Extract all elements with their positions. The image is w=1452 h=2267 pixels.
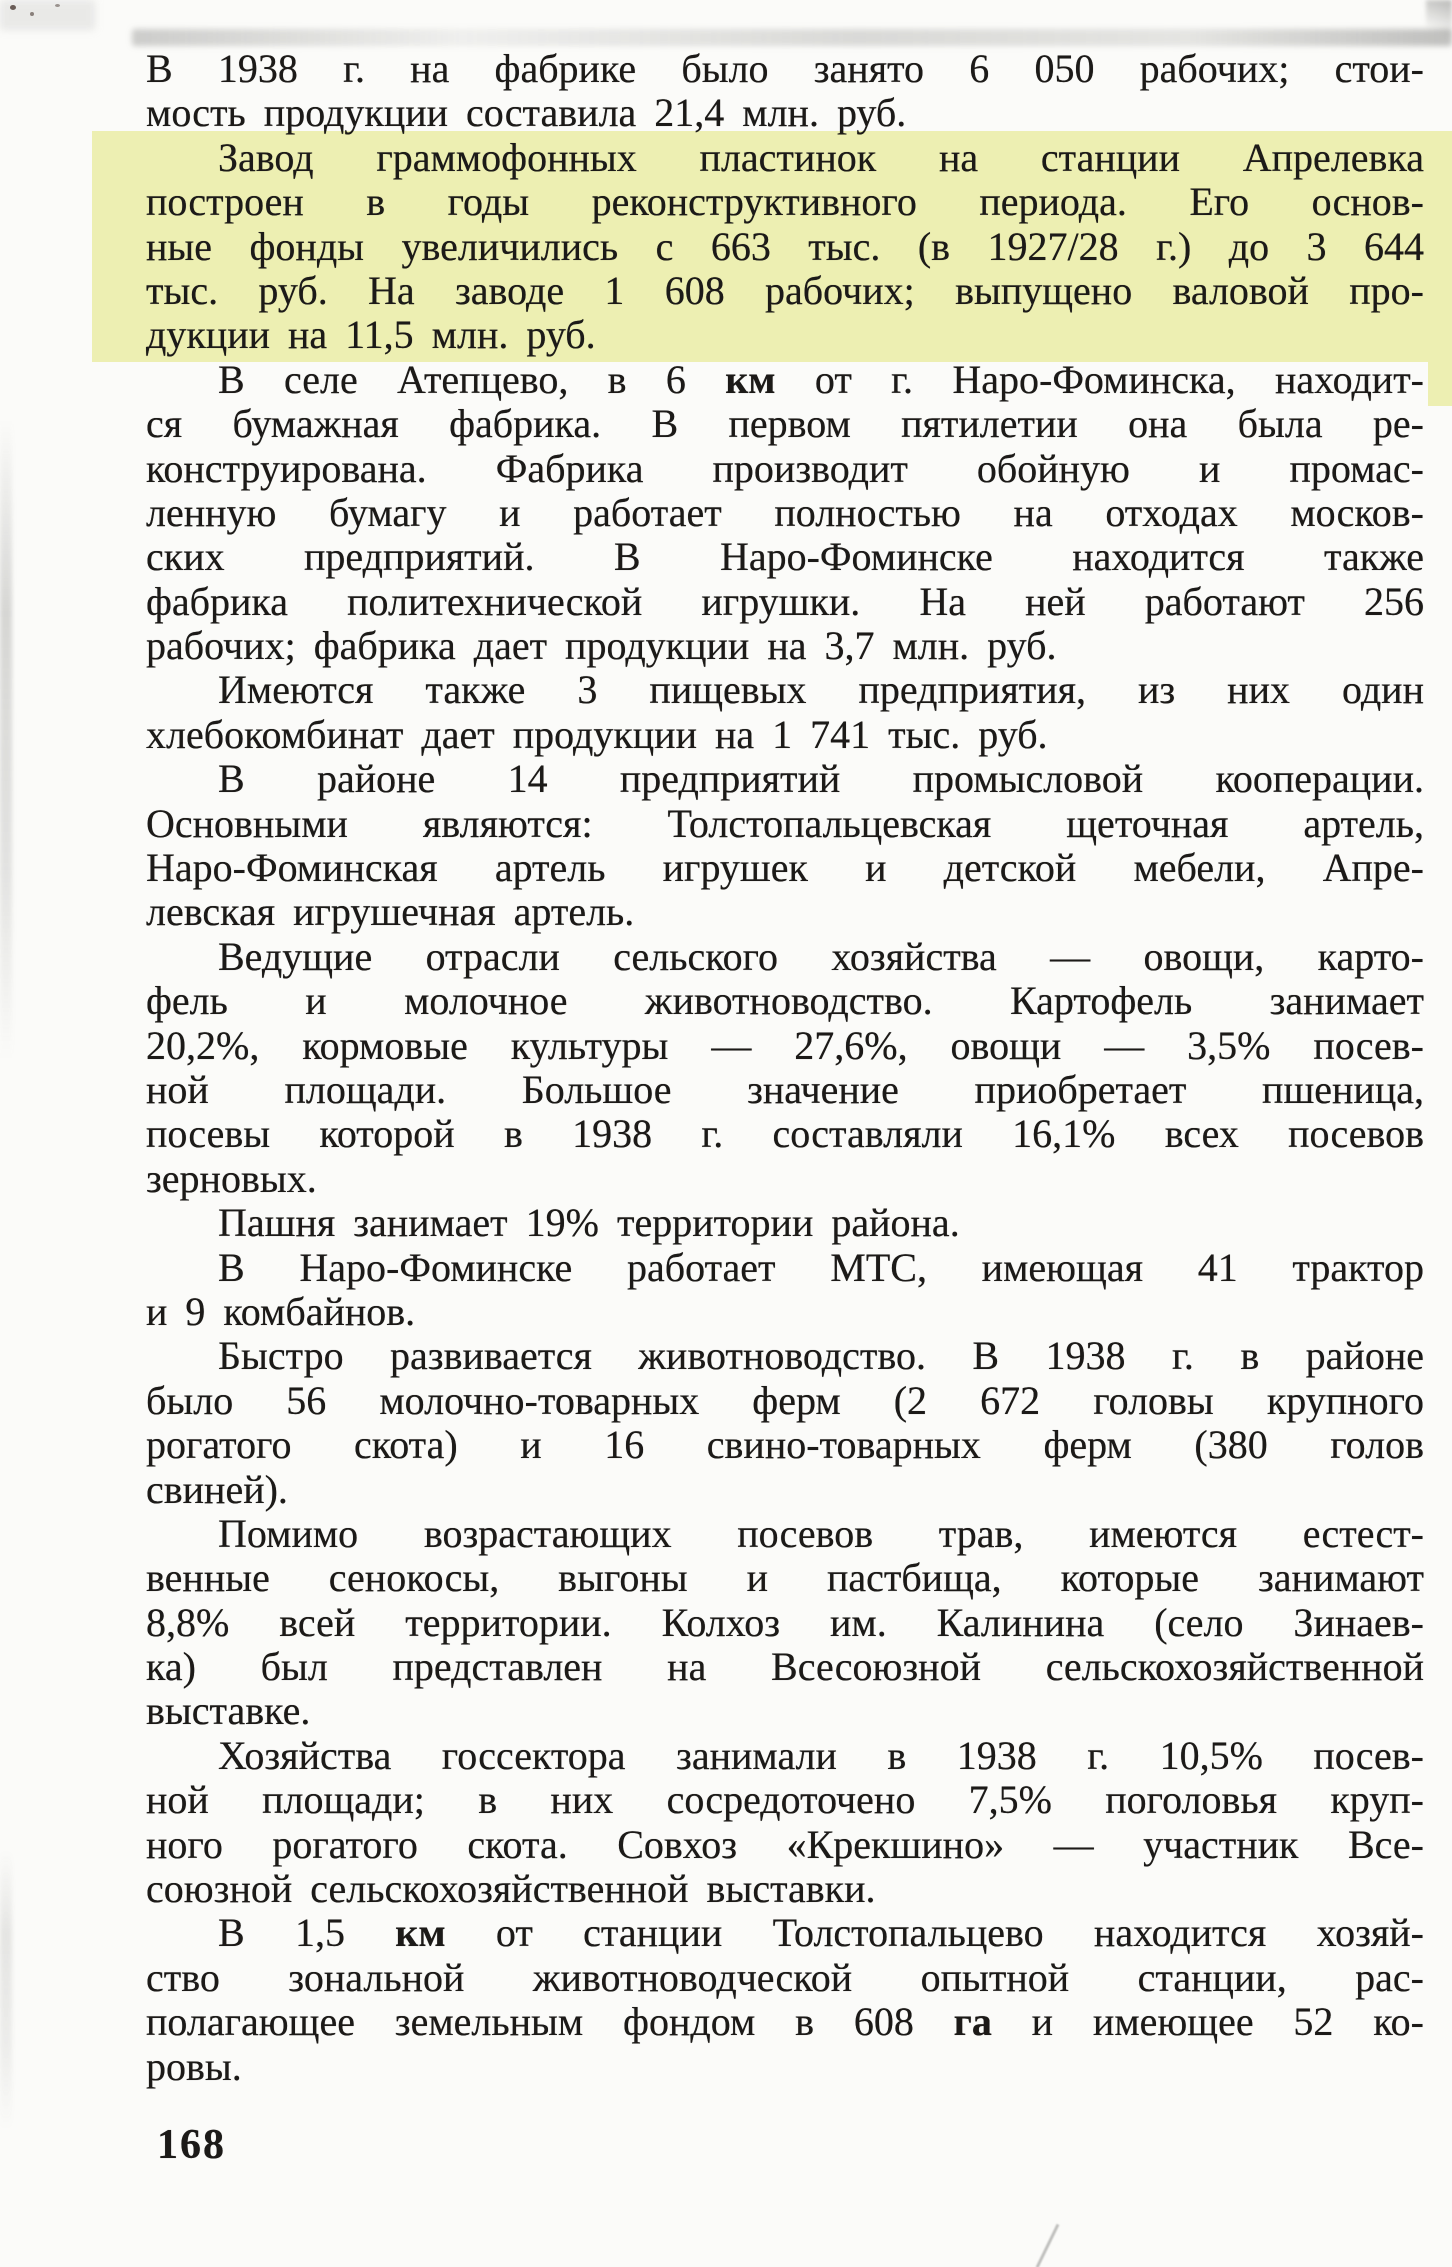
text-line: Основными являются: Толстопальцевская щеточная артель, [146, 800, 1424, 846]
text-line-highlighted: дукции на 11,5 млн. руб. [146, 312, 596, 358]
text-line: Ведущие отрасли сельского хозяйства — овощи, карто- [218, 933, 1424, 979]
text-line: 8,8% всей территории. Колхоз им. Калинина (село Зинаев- [146, 1599, 1424, 1645]
text-line: В селе Атепцево, в 6 км от г. Наро-Фоминска, находит- [218, 356, 1424, 402]
scan-artifact-speck [10, 5, 16, 10]
scan-artifact-speck [30, 12, 34, 16]
text-line: В 1,5 км от станции Толстопальцево находится хозяй- [218, 1910, 1424, 1956]
text-line: фабрика политехнической игрушки. На ней работают 256 [146, 578, 1424, 624]
scan-artifact-left-smudge [0, 1850, 12, 2130]
text-line: конструирована. Фабрика производит обойную и промас- [146, 445, 1424, 491]
page-number: 168 [157, 2122, 226, 2168]
text-line: зерновых. [146, 1155, 317, 1201]
text-line: Наро-Фоминская артель игрушек и детской мебели, Апре- [146, 845, 1424, 891]
text-line: ного рогатого скота. Совхоз «Крекшино» — участник Все- [146, 1821, 1424, 1867]
scan-artifact-speck [55, 4, 60, 7]
text-line: ка) был представлен на Всесоюзной сельскохозяйственной [146, 1644, 1424, 1690]
text-line: хлебокомбинат дает продукции на 1 741 тыс. руб. [146, 711, 1048, 757]
text-line-highlighted: тыс. руб. На заводе 1 608 рабочих; выпущено валовой про- [146, 267, 1424, 313]
highlight-overlay-tab [1428, 362, 1452, 406]
text-line: было 56 молочно-товарных ферм (2 672 головы крупного [146, 1377, 1424, 1423]
bold-unit-label: км [395, 1910, 446, 1956]
text-line: полагающее земельным фондом в 608 га и имеющее 52 ко- [146, 1999, 1424, 2045]
text-line: и 9 комбайнов. [146, 1288, 416, 1334]
text-line: рогатого скота) и 16 свино-товарных ферм (380 голов [146, 1422, 1424, 1468]
scan-artifact-top-smudge [132, 29, 1452, 46]
text-line: 20,2%, кормовые культуры — 27,6%, овощи — 3,5% посев- [146, 1022, 1424, 1068]
text-line: Имеются также 3 пищевых предприятия, из них один [218, 667, 1424, 713]
scan-artifact-pen-slash [1036, 2224, 1060, 2267]
text-line: выставке. [146, 1688, 311, 1734]
text-line: ной площади. Большое значение приобретает пшеница, [146, 1066, 1424, 1112]
text-line: ских предприятий. В Наро-Фоминске находится также [146, 534, 1424, 580]
text-line: В Наро-Фоминске работает МТС, имеющая 41 трактор [218, 1244, 1424, 1290]
text-line: Помимо возрастающих посевов трав, имеются естест- [218, 1510, 1424, 1556]
bold-unit-label: га [953, 1999, 992, 2045]
text-line: свиней). [146, 1466, 288, 1512]
text-line: левская игрушечная артель. [146, 889, 635, 935]
text-line: рабочих; фабрика дает продукции на 3,7 млн. руб. [146, 623, 1057, 669]
text-line-highlighted: Завод граммофонных пластинок на станции Апрелевка [218, 134, 1424, 180]
text-line: Пашня занимает 19% территории района. [218, 1200, 960, 1246]
text-line: мость продукции составила 21,4 млн. руб. [146, 90, 907, 136]
text-line-highlighted: построен в годы реконструктивного периода. Его основ- [146, 179, 1424, 225]
text-line: посевы которой в 1938 г. составляли 16,1% всех посевов [146, 1111, 1424, 1157]
text-line-highlighted: ные фонды увеличились с 663 тыс. (в 1927/28 г.) до 3 644 [146, 223, 1424, 269]
text-line: Хозяйства госсектора занимали в 1938 г. 10,5% посев- [218, 1732, 1424, 1778]
bold-unit-label: км [725, 356, 776, 402]
scan-artifact-left-smudge [0, 420, 12, 1060]
text-line: союзной сельскохозяйственной выставки. [146, 1866, 876, 1912]
text-line: В 1938 г. на фабрике было занято 6 050 рабочих; стои- [146, 46, 1424, 91]
text-line: ство зональной животноводческой опытной станции, рас- [146, 1954, 1424, 2000]
text-line: венные сенокосы, выгоны и пастбища, которые занимают [146, 1555, 1424, 1601]
text-line: ной площади; в них сосредоточено 7,5% поголовья круп- [146, 1777, 1424, 1823]
text-line: В районе 14 предприятий промысловой кооперации. [218, 756, 1424, 802]
text-line: ровы. [146, 2043, 242, 2089]
text-line: Быстро развивается животноводство. В 1938 г. в районе [218, 1333, 1424, 1379]
text-line: фель и молочное животноводство. Картофель занимает [146, 978, 1424, 1024]
text-line: ся бумажная фабрика. В первом пятилетии она была ре- [146, 401, 1424, 447]
page-text [146, 47, 1424, 2089]
text-line: ленную бумагу и работает полностью на отходах москов- [146, 489, 1424, 535]
